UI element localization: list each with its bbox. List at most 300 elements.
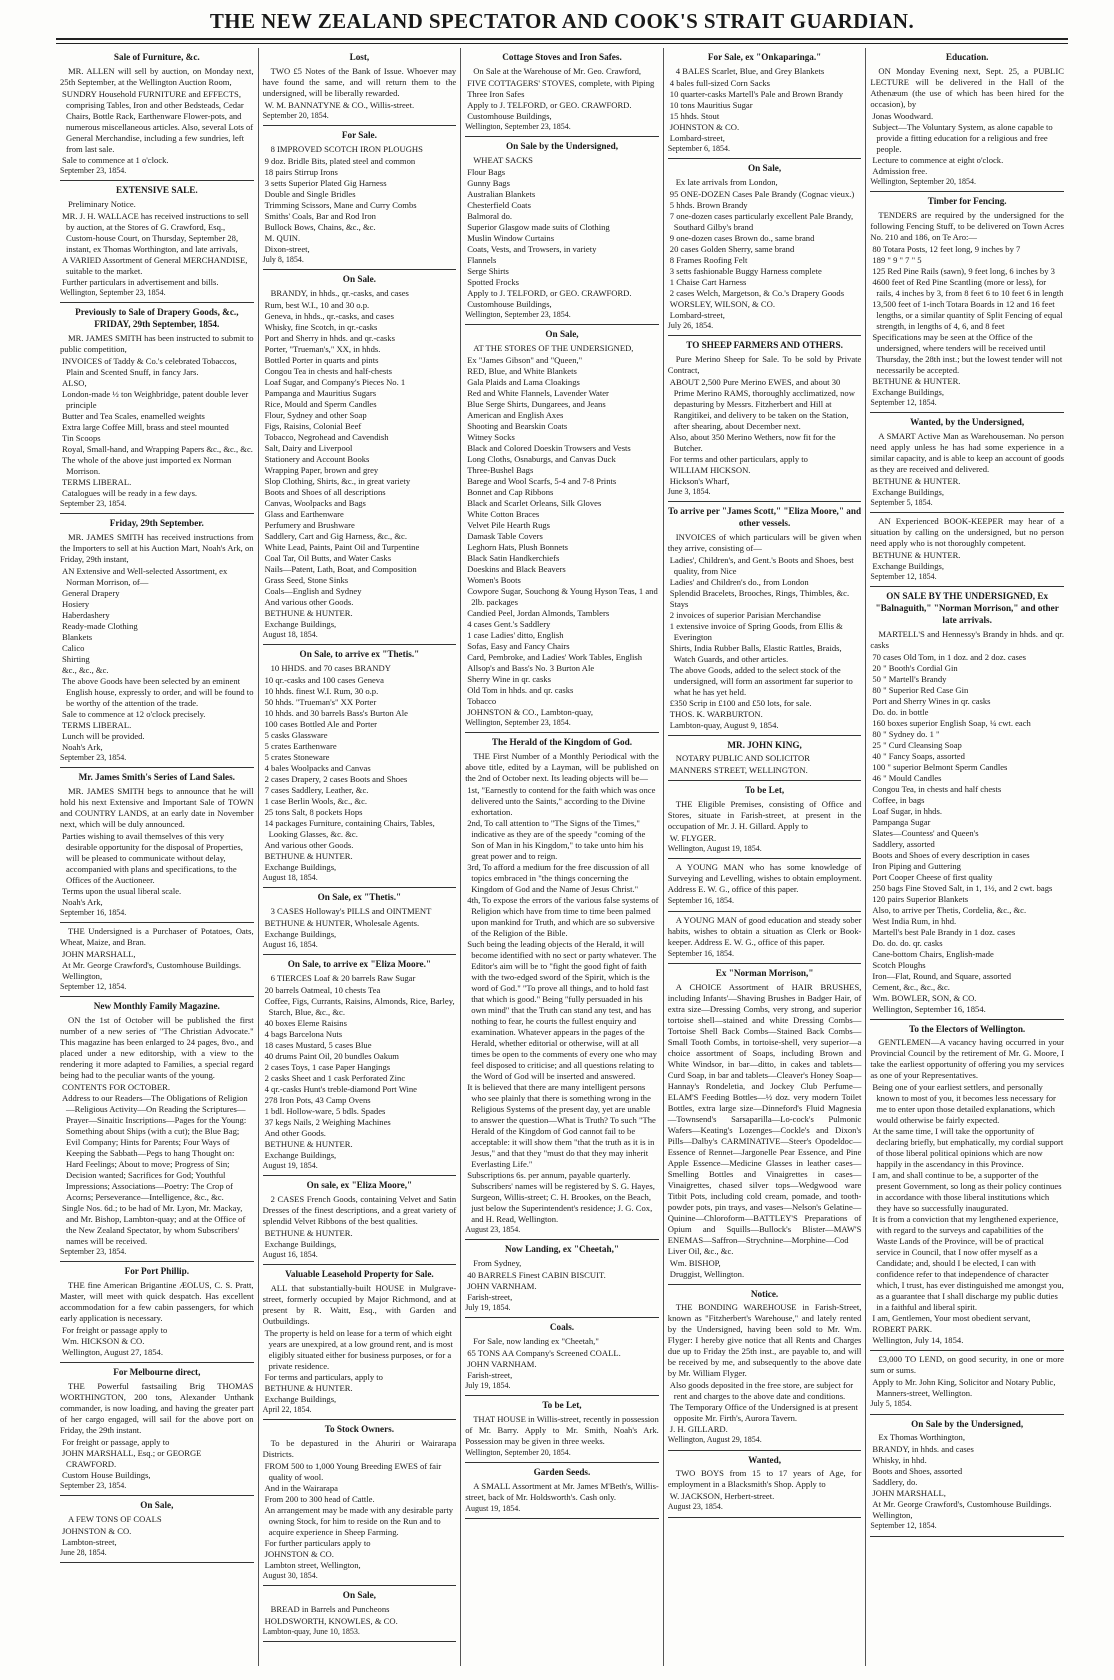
ad-date: Lambton-quay, June 10, 1853.	[262, 1626, 360, 1636]
ad-line: Shirting	[62, 653, 90, 664]
ad-line: 1 Chaise Cart Harness	[669, 276, 747, 287]
ad-line: And various other Goods.	[264, 596, 354, 607]
ad-heading: For Sale, ex "Onkaparinga."	[707, 52, 822, 62]
ad-line: Further particulars in advertisement and bills.	[62, 276, 219, 287]
ad-intro: ON the 1st of October will be published the first number of a new series of "The Christian Advocate." This magazine has been enlarged to 24 pages, 8vo., and placed under a new editorship, with a view to the rendering it more adapted to Families, a special regard being had to the peculiar wants of the young.	[60, 1014, 254, 1080]
ad-intro: THAT HOUSE in Willis-street, recently in possession of Mr. Barry. Apply to Mr. Smith, Noah's Ark. Possession may be given in three weeks.	[465, 1413, 659, 1446]
ad-line: 20 barrels Oatmeal, 10 chests Tea	[264, 984, 381, 995]
column-2	[258, 48, 461, 1666]
ad-line: Coals—English and Sydney	[264, 585, 362, 596]
ad-date: September 16, 1854.	[667, 896, 734, 906]
advertisement	[668, 502, 862, 736]
ad-line: At the same time, I will take the opportunity of declaring briefly, but emphatically, my cordial support of those liberal political opinions which are now happily in the ascendancy in this Province.	[872, 1126, 1064, 1170]
advertisement	[668, 48, 862, 159]
ad-line: Black Satin Handkerchiefs	[467, 552, 560, 563]
ad-line: &c., &c., &c.	[62, 664, 109, 675]
ad-line: BETHUNE & HUNTER.	[264, 1227, 353, 1238]
ad-date: September 12, 1854.	[60, 981, 127, 991]
ad-line: Three-Bushel Bags	[467, 464, 534, 475]
ad-line: Figs, Raisins, Colonial Beef	[264, 420, 362, 431]
ad-line: Wellington,	[872, 1510, 913, 1521]
ad-line: 3rd, To afford a medium for the free discussion of all topics embraced in "the things concerning the Kingdom of God and the Name of Jesus Christ."	[467, 861, 650, 894]
ad-line: Jonas Woodward.	[872, 110, 934, 121]
ad-line: BETHUNE & HUNTER.	[264, 1382, 353, 1393]
ad-intro: THE fine American Brigantine ÆOLUS, C. S. Pratt, Master, will meet with quick despatch. Has excellent accommodation for a few cabin passengers, for which early application is necessary.	[60, 1279, 254, 1323]
ad-line: 5 crates Earthenware	[264, 740, 337, 751]
ad-line: 14 packages Furniture, containing Chairs, Tables, Looking Glasses, &c. &c.	[264, 817, 435, 839]
ad-date: August 19, 1854.	[465, 1503, 521, 1513]
ad-line: 9 doz. Bridle Bits, plated steel and common	[264, 155, 416, 166]
ad-line: Rice, Mould and Sperm Candles	[264, 398, 377, 409]
ad-heading: MR. JOHN KING,	[727, 739, 802, 750]
ad-line: 25 " Curd Cleansing Soap	[872, 739, 962, 750]
ad-line: JOHNSTON & CO., Lambton-quay,	[467, 706, 593, 717]
ad-line: JOHN MARSHALL, Esq.; or GEORGE CRAWFORD.	[62, 1447, 202, 1469]
ad-line: 250 bags Fine Stoved Salt, in 1, 1½, and 2 cwt. bags	[872, 882, 1053, 893]
ad-line: Port and Sherry in hhds. and qr.-casks	[264, 332, 395, 343]
ad-intro: WHEAT SACKS	[473, 154, 533, 165]
ad-line: BETHUNE & HUNTER.	[264, 1138, 353, 1149]
ad-line: SUNDRY Household FURNITURE and EFFECTS, comprising Tables, Iron and other Bedsteads, Cedar Chairs, Bottle Rack, Earthenware Flower-pots, and numerous miscellaneous articles. Also, several Lots of General Merchandise, including a few sundries, left from last sale.	[62, 88, 254, 154]
ad-line: 18 cases Mustard, 5 cases Blue	[264, 1039, 372, 1050]
ad-line: THOS. K. WARBURTON.	[669, 708, 763, 719]
ad-line: Haberdashery	[62, 609, 110, 620]
ad-intro: INVOICES of which particulars will be given when they arrive, consisting of—	[667, 531, 862, 553]
ad-line: Apply to Mr. John King, Solicitor and Notary Public, Manners-street, Wellington.	[872, 1377, 1056, 1399]
ad-date: July 19, 1854.	[465, 1302, 511, 1312]
ad-line: Subject—The Voluntary System, as alone capable to provide a fitting education for a religious and free people.	[872, 121, 1053, 154]
ad-line: JOHNSTON & CO.	[264, 1548, 334, 1559]
ad-intro: 4 BALES Scarlet, Blue, and Grey Blankets	[675, 65, 825, 76]
ad-date: September 16, 1854.	[60, 907, 127, 917]
ad-line: Also, about 350 Merino Wethers, now fit for the Butcher.	[669, 431, 836, 453]
ad-line: Exchange Buildings,	[872, 561, 944, 571]
ad-heading: On Sale by the Undersigned,	[505, 141, 619, 151]
ad-line: BETHUNE & HUNTER.	[872, 375, 961, 386]
ad-line: W. M. BANNATYNE & CO., Willis-street.	[264, 99, 415, 110]
ad-intro: AT THE STORES OF THE UNDERSIGNED,	[473, 342, 634, 353]
ad-line: 1 extensive invoice of Spring Goods, from Ellis & Everington	[669, 620, 843, 642]
advertisement	[60, 181, 254, 303]
ad-line: 80 Totara Posts, 12 feet long, 9 inches by 7	[872, 243, 1021, 254]
ad-line: It is from a conviction that my lengthened experience, with regard to the surveys and capabilities of the Waste Lands of the Province, will be of practical service in Council, that I now offer myself as a Candidate; and, should I be elected, I can with confidence refer to that independence of character which, I trust, has ever distinguished me amongst you, as a guarantee that I shall discharge my public duties in a faithful and liberal spirit.	[872, 1214, 1064, 1313]
ad-heading: On Sale, ex "Thetis."	[317, 892, 402, 902]
ad-heading: Cottage Stoves and Iron Safes.	[502, 52, 622, 62]
ad-line: 20 " Booth's Cordial Gin	[872, 662, 958, 673]
ad-line: The above Goods, added to the select stock of the undersigned, will form an assortment far superior to what he has yet held.	[669, 664, 853, 697]
ad-intro: 2 CASES French Goods, containing Velvet and Satin Dresses of the finest descriptions, and a great variety of splendid Velvet Ribbons of the best qualities.	[262, 1193, 457, 1226]
ad-line: Shooting and Bearskin Coats	[467, 420, 568, 431]
ad-intro: TWO BOYS from 15 to 17 years of Age, for employment in a Blacksmith's Shop. Apply to	[667, 1468, 862, 1490]
advertisement	[465, 137, 659, 325]
ad-line: Also goods deposited in the free store, are subject for rent and charges to the above date and conditions.	[669, 1380, 854, 1402]
ad-line: Such being the leading objects of the Herald, it will become identified with no sect or party whatever. The Editor's aim will be to "fight the good fight of faith with the two-edged sword of the Spirit, which is the word of God." "To prove all things, and to hold fast that which is good." Being "fully persuaded in his own mind" that the Truth can stand any test, and has nothing to fear, he courts the fullest enquiry and examination. Whatever appears in the pages of the Herald, whether editorial or otherwise, will at all times be open to the comments of every one who may feel disposed to criticise; and all questions relating to the Word of God will be inserted and answered.	[467, 938, 657, 1081]
ad-line: Barege and Wool Scarfs, 5-4 and 7-8 Prints	[467, 475, 617, 486]
ad-line: Bonnet and Cap Ribbons	[467, 486, 554, 497]
ad-line: Balmoral do.	[467, 210, 513, 221]
ad-line: Single Nos. 6d.; to be had of Mr. Lyon, Mr. Mackay, and Mr. Bishop, Lambton-quay; and at the Office of the New Zealand Spectator, by whom Subscribers' names will be received.	[62, 1202, 246, 1246]
advertisement	[668, 1451, 862, 1518]
ad-line: Spotted Frocks	[467, 276, 519, 287]
ad-intro: ON Monday Evening next, Sept. 25, a PUBLIC LECTURE will be delivered in the Hall of the Athenæum (the use of which has been hired for the occasion), by	[870, 65, 1064, 109]
ad-line: Catalogues will be ready in a few days.	[62, 487, 198, 498]
advertisement	[263, 1586, 457, 1642]
ad-line: M. QUIN.	[264, 232, 301, 243]
ad-date: September 20, 1854.	[262, 110, 329, 120]
ad-line: Customhouse Buildings,	[467, 298, 552, 309]
ad-line: Port Cooper Cheese of first quality	[872, 871, 993, 882]
ad-heading: To Stock Owners.	[324, 1424, 395, 1434]
ad-line: Tobacco, Negrohead and Cavendish	[264, 431, 389, 442]
ad-line: Perfumery and Brushware	[264, 519, 355, 530]
ad-heading: Ex "Norman Morrison,"	[715, 967, 814, 978]
ad-line: 125 Red Pine Rails (sawn), 9 feet long, 6 inches by 3	[872, 265, 1055, 276]
ad-line: I am, and shall continue to be, a supporter of the present Government, so long as their policy continues in accordance with those liberal institutions which they have so successfully inaugurated.	[872, 1170, 1062, 1214]
ad-heading: On Sale,	[342, 1590, 376, 1600]
ad-date: Wellington, August 29, 1854.	[667, 1435, 762, 1445]
ad-line: 2 cases Welch, Margetson, & Co.'s Drapery Goods	[669, 287, 845, 298]
ad-line: Also, to arrive per Thetis, Cordelia, &c., &c.	[872, 904, 1027, 915]
ad-line: £350 Scrip in £100 and £50 lots, for sale.	[669, 697, 812, 708]
ad-line: Bottled Porter in quarts and pints	[264, 354, 379, 365]
ad-line: From 200 to 300 head of Cattle.	[264, 1493, 375, 1504]
ad-line: Red and White Flannels, Lavender Water	[467, 387, 609, 398]
ad-line: 10 qr.-casks and 100 cases Geneva	[264, 674, 384, 685]
ad-intro: TWO £5 Notes of the Bank of Issue. Whoever may have found the same, and will return them to the undersigned, will be liberally rewarded.	[262, 65, 457, 98]
advertisement	[263, 126, 457, 270]
ad-line: Ladies', Children's, and Gent.'s Boots and Shoes, best quality, from Nice	[669, 554, 854, 576]
ad-line: 10 quarter-casks Martell's Pale and Brown Brandy	[669, 88, 843, 99]
ad-date: September 6, 1854.	[667, 143, 730, 153]
ad-line: Wellington, August 27, 1854.	[62, 1346, 164, 1357]
ad-date: July 19, 1854.	[465, 1380, 511, 1390]
ad-line: 40 BARRELS Finest CABIN BISCUIT.	[467, 1269, 606, 1280]
ad-intro: NOTARY PUBLIC AND SOLICITOR	[675, 753, 810, 764]
ad-line: Noah's Ark,	[62, 896, 103, 907]
ad-line: Wm. HICKSON & CO.	[62, 1335, 145, 1346]
ad-line: Custom House Buildings,	[62, 1469, 151, 1480]
ad-intro: On Sale at the Warehouse of Mr. Geo. Crawford,	[473, 65, 642, 76]
masthead: THE NEW ZEALAND SPECTATOR AND COOK'S STRAIT GUARDIAN.	[56, 8, 1068, 40]
advertisement	[668, 912, 862, 964]
ad-line: Extra large Coffee Mill, brass and steel mounted	[62, 421, 229, 432]
ad-line: Lambton-quay, August 9, 1854.	[669, 719, 779, 730]
ad-intro: THE Powerful fastsailing Brig THOMAS WORTHINGTON, 200 tons, Alexander Unthank commander, is now loading, and having the greater part of her cargo engaged, will sail for the above port on Friday, the 29th instant.	[60, 1380, 254, 1435]
ad-date: Wellington, September 20, 1854.	[465, 1447, 571, 1457]
ad-line: 70 cases Old Tom, in 1 doz. and 2 doz. cases	[872, 651, 1027, 662]
ad-intro: A CHOICE Assortment of HAIR BRUSHES, including Infants'—Shaving Brushes in Badger Hair, of extra size—Dressing Combs, very strong, and superior tortoise shell—stained and white Dressing Combs—Tortoise Shell Back Combs—Stained Back Combs—Small Tooth Combs, in tortoise-shell, very superior—a choice assortment of Soaps, including Brown and White Windsor, in bar—ditto, in cakes and tablets—Curd Soap, in bar and tablets—Cleaver's Honey Soap—Hannay's Rondeletia, and Jockey Club Perfume—ELAM'S Feeding Bottles—½ doz. very modern Toilet Bottles, extra large size—Dinneford's Fluid Magnesia—Townsend's Sarsaparilla—Lo-cock's Pulmonic Wafers—Keating's Lozenges—Cockle's and Dixon's Pills—Dalby's CARMINATIVE—Steer's Opodeldoc—Essence of Rennet—Jargonelle Pear Essence, and Pine Apple Essence—Medicine Glasses in leather cases—Smelling Bottles and Vinaigrettes in cases—Vinaigrettes, chased silver tops—Wedgwood ware Titbit Pots, including cold cream, pomade, and tooth-powder pots, pin trays, and vases—Nelson's Gelatine—Quinine—Chloroform—BATTLEY'S Preparations of Opium and Squills—Bullock's Blister—MAW'S ENEMAS—Saffron—Strychnine—Morphine—Cod Liver Oil, &c., &c.	[667, 981, 862, 1256]
ad-line: 95 ONE-DOZEN Cases Pale Brandy (Cognac vieux.)	[669, 188, 855, 199]
ad-line: Ready-made Clothing	[62, 620, 138, 631]
ad-line: Serge Shirts	[467, 265, 509, 276]
ad-line: Candied Peel, Jordan Almonds, Tamblers	[467, 607, 610, 618]
ad-line: Australian Blankets	[467, 188, 536, 199]
ad-line: Parties wishing to avail themselves of this very desirable opportunity for the disposal of Properties, will be pleased to communicate without delay, accompanied with plans and specifications, to the Offices of the Auctioneer.	[62, 830, 243, 885]
ad-intro: GENTLEMEN—A vacancy having occurred in your Provincial Council by the retirement of Mr. G. Moore, I take the earliest opportunity of offering you my services as one of your Representatives.	[870, 1037, 1064, 1081]
ad-line: 189 " 9 " 7 " 5	[872, 254, 922, 265]
advertisement	[60, 303, 254, 514]
ad-line: Lambton street, Wellington,	[264, 1559, 361, 1570]
ad-line: Nails—Patent, Lath, Boat, and Composition	[264, 563, 417, 574]
ad-line: 4 bales Woolpacks and Canvas	[264, 762, 371, 773]
ad-line: WILLIAM HICKSON.	[669, 464, 751, 475]
ad-line: Whisky, fine Scotch, in qr.-casks	[264, 321, 378, 332]
ad-line: Boots and Shoes of all descriptions	[264, 486, 386, 497]
ad-heading: On Sale.	[342, 274, 376, 284]
ad-line: JOHN VARNHAM.	[467, 1358, 537, 1369]
ad-intro: 3 CASES Holloway's PILLS and OINTMENT	[270, 905, 432, 916]
ad-line: And in the Wairarapa	[264, 1482, 338, 1493]
column-4	[663, 48, 866, 1666]
ad-line: White Lead, Paints, Paint Oil and Turpentine	[264, 541, 420, 552]
ad-date: Wellington, September 23, 1854.	[465, 309, 571, 319]
ad-line: Ex "James Gibson" and "Queen,"	[467, 354, 583, 365]
ad-line: Slop Clothing, Shirts, &c., in great variety	[264, 475, 411, 486]
ad-line: Old Tom in hhds. and qr. casks	[467, 684, 574, 695]
ad-line: FROM 500 to 1,000 Young Breeding EWES of fair quality of wool.	[264, 1460, 442, 1482]
ad-line: 5 casks Glassware	[264, 729, 328, 740]
ad-intro: For Sale, now landing ex "Cheetah,"	[473, 1335, 599, 1346]
advertisement	[668, 336, 862, 502]
ad-line: Wrapping Paper, brown and grey	[264, 464, 379, 475]
ad-line: Loaf Sugar, in hhds.	[872, 805, 942, 816]
ad-line: 100 " superior Belmont Sperm Candles	[872, 761, 1008, 772]
ad-intro: A FEW TONS OF COALS	[68, 1513, 162, 1524]
ad-date: September 12, 1854.	[870, 572, 937, 581]
ad-date: August 19, 1854.	[262, 1160, 318, 1170]
ad-line: Boots and Shoes of every description in cases	[872, 849, 1030, 860]
ad-line: Velvet Pile Hearth Rugs	[467, 519, 551, 530]
ad-line: Sale to commence at 1 o'clock.	[62, 154, 169, 165]
advertisement	[870, 48, 1064, 192]
ad-intro: Ex late arrivals from London,	[675, 176, 778, 187]
ad-line: 18 pairs Stirrup Irons	[264, 166, 338, 177]
ad-line: Gunny Bags	[467, 177, 510, 188]
ad-line: 10 tons Mauritius Sugar	[669, 99, 753, 110]
ad-line: Butter and Tea Scales, enamelled weights	[62, 410, 205, 421]
ad-line: Flour Bags	[467, 166, 506, 177]
ad-heading: Wanted, by the Undersigned,	[910, 417, 1025, 427]
ad-line: 2 invoices of superior Parisian Merchandise	[669, 609, 821, 620]
ad-line: London-made ½ ton Weighbridge, patent double lever principle	[62, 388, 249, 410]
ad-line: Doeskins and Black Beavers	[467, 563, 566, 574]
ad-line: 80 " Superior Red Case Gin	[872, 684, 969, 695]
ad-line: BRANDY, in hhds. and cases	[872, 1444, 974, 1455]
ad-heading: Coals.	[549, 1322, 575, 1332]
advertisement	[465, 1396, 659, 1463]
ad-date: August 18, 1854.	[262, 872, 318, 882]
advertisement	[465, 733, 659, 1240]
ad-line: Wellington, September 16, 1854.	[872, 1003, 986, 1014]
ad-heading: Garden Seeds.	[533, 1467, 591, 1477]
ad-line: Sherry Wine in qr. casks	[467, 673, 551, 684]
advertisement	[870, 1351, 1064, 1414]
ad-line: Boots and Shoes, assorted	[872, 1466, 963, 1477]
ad-line: MR. J. H. WALLACE has received instructions to sell by auction, at the Stores of G. Crawford, Esq., Custom-house Court, on Thursday, September 28, instant, ex Thomas Worthington, and late arrivals,	[62, 210, 249, 254]
ad-intro: To be depastured in the Ahuriri or Wairarapa Districts.	[262, 1437, 457, 1459]
ad-line: Farish-street,	[467, 1291, 513, 1302]
ad-line: 37 kegs Nails, 2 Weighing Machines	[264, 1116, 391, 1127]
ad-date: August 30, 1854.	[262, 1570, 318, 1580]
ad-line: 120 pairs Superior Blankets	[872, 893, 969, 904]
ad-line: Royal, Small-hand, and Wrapping Papers &c., &c., &c.	[62, 443, 253, 454]
ad-line: Stays	[669, 598, 689, 609]
ad-line: Pampanga Sugar	[872, 816, 931, 827]
ad-line: At Mr. George Crawford's, Customhouse Buildings.	[872, 1499, 1052, 1510]
ad-line: CONTENTS FOR OCTOBER.	[62, 1081, 170, 1092]
ad-date: September 23, 1854.	[60, 1246, 127, 1256]
ad-date: Wellington, August 19, 1854.	[667, 844, 762, 854]
ad-line: 10 hhds. finest W.I. Rum, 30 o.p.	[264, 685, 379, 696]
ad-date: September 12, 1854.	[870, 397, 937, 407]
ad-date: September 23, 1854.	[60, 165, 127, 175]
ad-line: Whisky, in hhd.	[872, 1455, 927, 1466]
ad-line: Blue Serge Shirts, Dungarees, and Jeans	[467, 398, 606, 409]
ad-intro: MR. ALLEN will sell by auction, on Monday next, 25th September, at the Wellington Auction Room,	[60, 65, 254, 87]
ad-line: Exchange Buildings,	[264, 1238, 337, 1249]
ad-line: 4 cases Gent.'s Saddlery	[467, 618, 551, 629]
ad-line: Wellington,	[62, 970, 103, 981]
ad-line: JOHN VARNHAM.	[467, 1280, 537, 1291]
ad-line: Cane-bottom Chairs, English-made	[872, 948, 994, 959]
ad-line: HOLDSWORTH, KNOWLES, & CO.	[264, 1615, 398, 1626]
ad-line: Wellington, July 14, 1854.	[872, 1335, 964, 1346]
ad-line: 40 drums Paint Oil, 20 bundles Oakum	[264, 1050, 399, 1061]
ad-line: Bullock Bows, Chains, &c., &c.	[264, 221, 376, 232]
ad-line: An arrangement may be made with any desirable party owning Stock, for him to reside on the Run and to acquire experience in Sheep Farming.	[264, 1504, 454, 1537]
ad-line: JOHN MARSHALL,	[62, 948, 136, 959]
ad-line: 2 casks Sheet and 1 cask Perforated Zinc	[264, 1072, 406, 1083]
ad-intro: £3,000 TO LEND, on good security, in one or more sum or sums.	[870, 1354, 1064, 1376]
ad-intro: ALL that substantially-built HOUSE in Mulgrave-street, formerly occupied by Major Richmond, and at present by R. Waitt, Esq., with Garden and Outbuildings.	[262, 1282, 457, 1326]
ad-line: Farish-street,	[467, 1369, 513, 1380]
ad-line: 40 boxes Eleme Raisins	[264, 1017, 347, 1028]
ad-line: Noah's Ark,	[62, 741, 103, 752]
ad-line: For further particulars apply to	[264, 1537, 371, 1548]
ad-line: Pampanga and Mauritius Sugars	[264, 387, 377, 398]
ad-line: 1 case Berlin Wools, &c., &c.	[264, 795, 368, 806]
ad-intro: A YOUNG MAN of good education and steady sober habits, wishes to obtain a situation as Clerk or Book-keeper. Address E. W. G., office of this paper.	[667, 914, 862, 947]
ad-line: 3 setts Superior Plated Gig Harness	[264, 177, 387, 188]
advertisement	[870, 1020, 1064, 1352]
ad-line: 15 hhds. Stout	[669, 110, 720, 121]
ad-line: Chesterfield Coats	[467, 199, 531, 210]
ad-line: Port and Sherry Wines in qr. casks	[872, 695, 991, 706]
advertisement	[870, 587, 1064, 1019]
ad-line: INVOICES of Taddy & Co.'s celebrated Tobaccos, Plain and Scented Snuff, in fancy Jars.	[62, 355, 237, 377]
ad-date: June 3, 1854.	[667, 486, 711, 496]
advertisement	[465, 325, 659, 733]
ad-line: Lombard-street,	[669, 132, 725, 143]
ad-line: RED, Blue, and White Blankets	[467, 365, 577, 376]
ad-line: Porter, "Trueman's," XX, in hhds.	[264, 343, 381, 354]
ad-heading: On Sale by the Undersigned,	[911, 1418, 1024, 1429]
ad-line: A VARIED Assortment of General MERCHANDISE, suitable to the market.	[62, 254, 248, 276]
advertisement	[263, 955, 457, 1176]
ad-line: Grass Seed, Stone Sinks	[264, 574, 349, 585]
ad-line: Smiths' Coals, Bar and Rod Iron	[264, 210, 376, 221]
ad-line: Exchange Buildings,	[264, 928, 337, 939]
ad-heading: To the Electors of Wellington.	[909, 1023, 1026, 1034]
ad-line: Ladies' and Children's do., from London	[669, 576, 809, 587]
ad-line: The property is held on lease for a term of which eight years are unexpired, at a low ground rent, and is most eligibly situated either for business purposes, or for a private residence.	[264, 1327, 453, 1371]
columns	[56, 48, 1068, 1666]
ad-line: WORSLEY, WILSON, & CO.	[669, 298, 775, 309]
ad-line: Coffee, in bags	[872, 794, 925, 805]
ad-line: Card, Pembroke, and Ladies' Work Tables, English	[467, 651, 643, 662]
ad-line: Tin Scoops	[62, 432, 101, 443]
ad-heading: The Herald of the Kingdom of God.	[491, 737, 633, 747]
ad-line: Exchange Buildings,	[264, 1393, 337, 1404]
ad-line: BETHUNE & HUNTER, Wholesale Agents.	[264, 917, 420, 928]
ad-heading: To be Let,	[542, 1400, 582, 1410]
ad-date: September 23, 1854.	[60, 752, 127, 762]
ad-line: I am, Gentlemen, Your most obedient servant,	[872, 1313, 1031, 1324]
ad-line: JOHNSTON & CO.	[62, 1525, 132, 1536]
ad-intro: A YOUNG MAN who has some knowledge of Surveying and Levelling, wishes to obtain employment. Address E. W. G., office of this paper.	[667, 862, 862, 895]
ad-line: Saddlery, assorted	[872, 838, 935, 849]
ad-line: Gala Plaids and Lama Cloakings	[467, 376, 580, 387]
ad-line: The above Goods have been selected by an eminent English house, expressly to order, and will be found to be worthy of the attention of the trade.	[62, 675, 254, 708]
ad-line: Lecture to commence at eight o'clock.	[872, 154, 1004, 165]
ad-intro: TENDERS are required by the undersigned for the following Fencing Stuff, to be delivered on Town Acres No. 210 and 186, on Te Aro:—	[870, 209, 1064, 242]
ad-date: September 5, 1854.	[870, 497, 933, 507]
ad-line: MANNERS STREET, WELLINGTON.	[669, 765, 808, 776]
ad-date: June 28, 1854.	[60, 1547, 107, 1557]
ad-line: 160 boxes superior English Soap, ¼ cwt. each	[872, 717, 1031, 728]
advertisement	[60, 1363, 254, 1496]
ad-line: Splendid Bracelets, Brooches, Rings, Thimbles, &c.	[669, 587, 850, 598]
ad-date: July 8, 1854.	[262, 254, 304, 264]
ad-heading: Mr. James Smith's Series of Land Sales.	[78, 771, 235, 782]
ad-line: It is believed that there are many intelligent persons who see plainly that there is something wrong in the Religious Systems of the present day, yet are unable to answer the question—What is Truth? To such "The Herald of the Kingdom of God cannot fail to be acceptable: it will show them "that the truth as it is in Jesus," and that they "must do that they may inherit Everlasting Life."	[467, 1081, 656, 1169]
ad-intro: A SMALL Assortment at Mr. James M'Beth's, Willis-street, back of Mr. Holdsworth's. Cash only.	[465, 1480, 659, 1502]
ad-line: 2nd, To call attention to "The Signs of the Times," indicative as they are of the speedy "coming of the Son of Man in his Kingdom," to take unto him his great power and to reign.	[467, 817, 646, 861]
advertisement	[465, 1240, 659, 1318]
ad-line: Specifications may be seen at the Office of the undersigned, where tenders will be received until Thursday, the 28th inst.; but the lowest tender will not necessarily be accepted.	[872, 331, 1063, 375]
ad-line: Lombard-street,	[669, 309, 725, 320]
ad-line: 50 " Martell's Brandy	[872, 673, 947, 684]
ad-line: 4600 feet of Red Pine Scantling (more or less), for rails, 4 inches by 3, from 8 feet 6 to 10 feet 6 in length	[872, 276, 1064, 298]
ad-line: Allsop's and Bass's No. 3 Burton Ale	[467, 662, 595, 673]
advertisement	[668, 736, 862, 782]
ad-intro: Preliminary Notice.	[68, 198, 136, 209]
ad-line: Slates—Countess' and Queen's	[872, 827, 979, 838]
ad-line: 5 crates Stoneware	[264, 751, 330, 762]
ad-line: Do. do. in bottle	[872, 706, 929, 717]
ad-line: 80 " Sydney do. 1 "	[872, 728, 940, 739]
ad-heading: ON SALE BY THE UNDERSIGNED, Ex "Balnaguith," "Norman Morrison," and other late arrivals.	[875, 591, 1059, 625]
ad-intro: MR. JAMES SMITH begs to announce that he will hold his next Extensive and Important Sale of TOWN and COUNTRY LANDS, at an early date in November next, which will be duly announced.	[60, 785, 254, 829]
advertisement	[465, 1318, 659, 1396]
ad-line: W. FLYGER.	[669, 833, 717, 844]
ad-line: The Temporary Office of the Undersigned is at present opposite Mr. Firth's, Aurora Tavern.	[669, 1402, 858, 1424]
ad-line: Leghorn Hats, Plush Bonnets	[467, 541, 568, 552]
ad-line: 1st, "Earnestly to contend for the faith which was once delivered unto the Saints," according to the Divine exhortation.	[467, 784, 656, 817]
ad-line: Being one of your earliest settlers, and personally known to most of you, it becomes less necessary for me to enter upon those detailed explanations, which would otherwise be fairly expected.	[872, 1082, 1056, 1126]
ad-line: JOHN MARSHALL,	[872, 1488, 946, 1499]
advertisement	[60, 48, 254, 181]
advertisement	[60, 923, 254, 997]
ad-heading: Previously to Sale of Drapery Goods, &c., FRIDAY, 29th September, 1854.	[75, 307, 239, 329]
ad-line: Congou Tea, in chests and half chests	[872, 783, 1002, 794]
advertisement	[60, 768, 254, 923]
ad-line: 8 Frames Roofing Felt	[669, 254, 748, 265]
ad-line: 1 case Ladies' ditto, English	[467, 629, 564, 640]
ad-line: At Mr. George Crawford's, Customhouse Buildings.	[62, 959, 241, 970]
ad-heading: Now Landing, ex "Cheetah,"	[504, 1244, 620, 1254]
ad-line: Coats, Vests, and Trowsers, in variety	[467, 243, 597, 254]
